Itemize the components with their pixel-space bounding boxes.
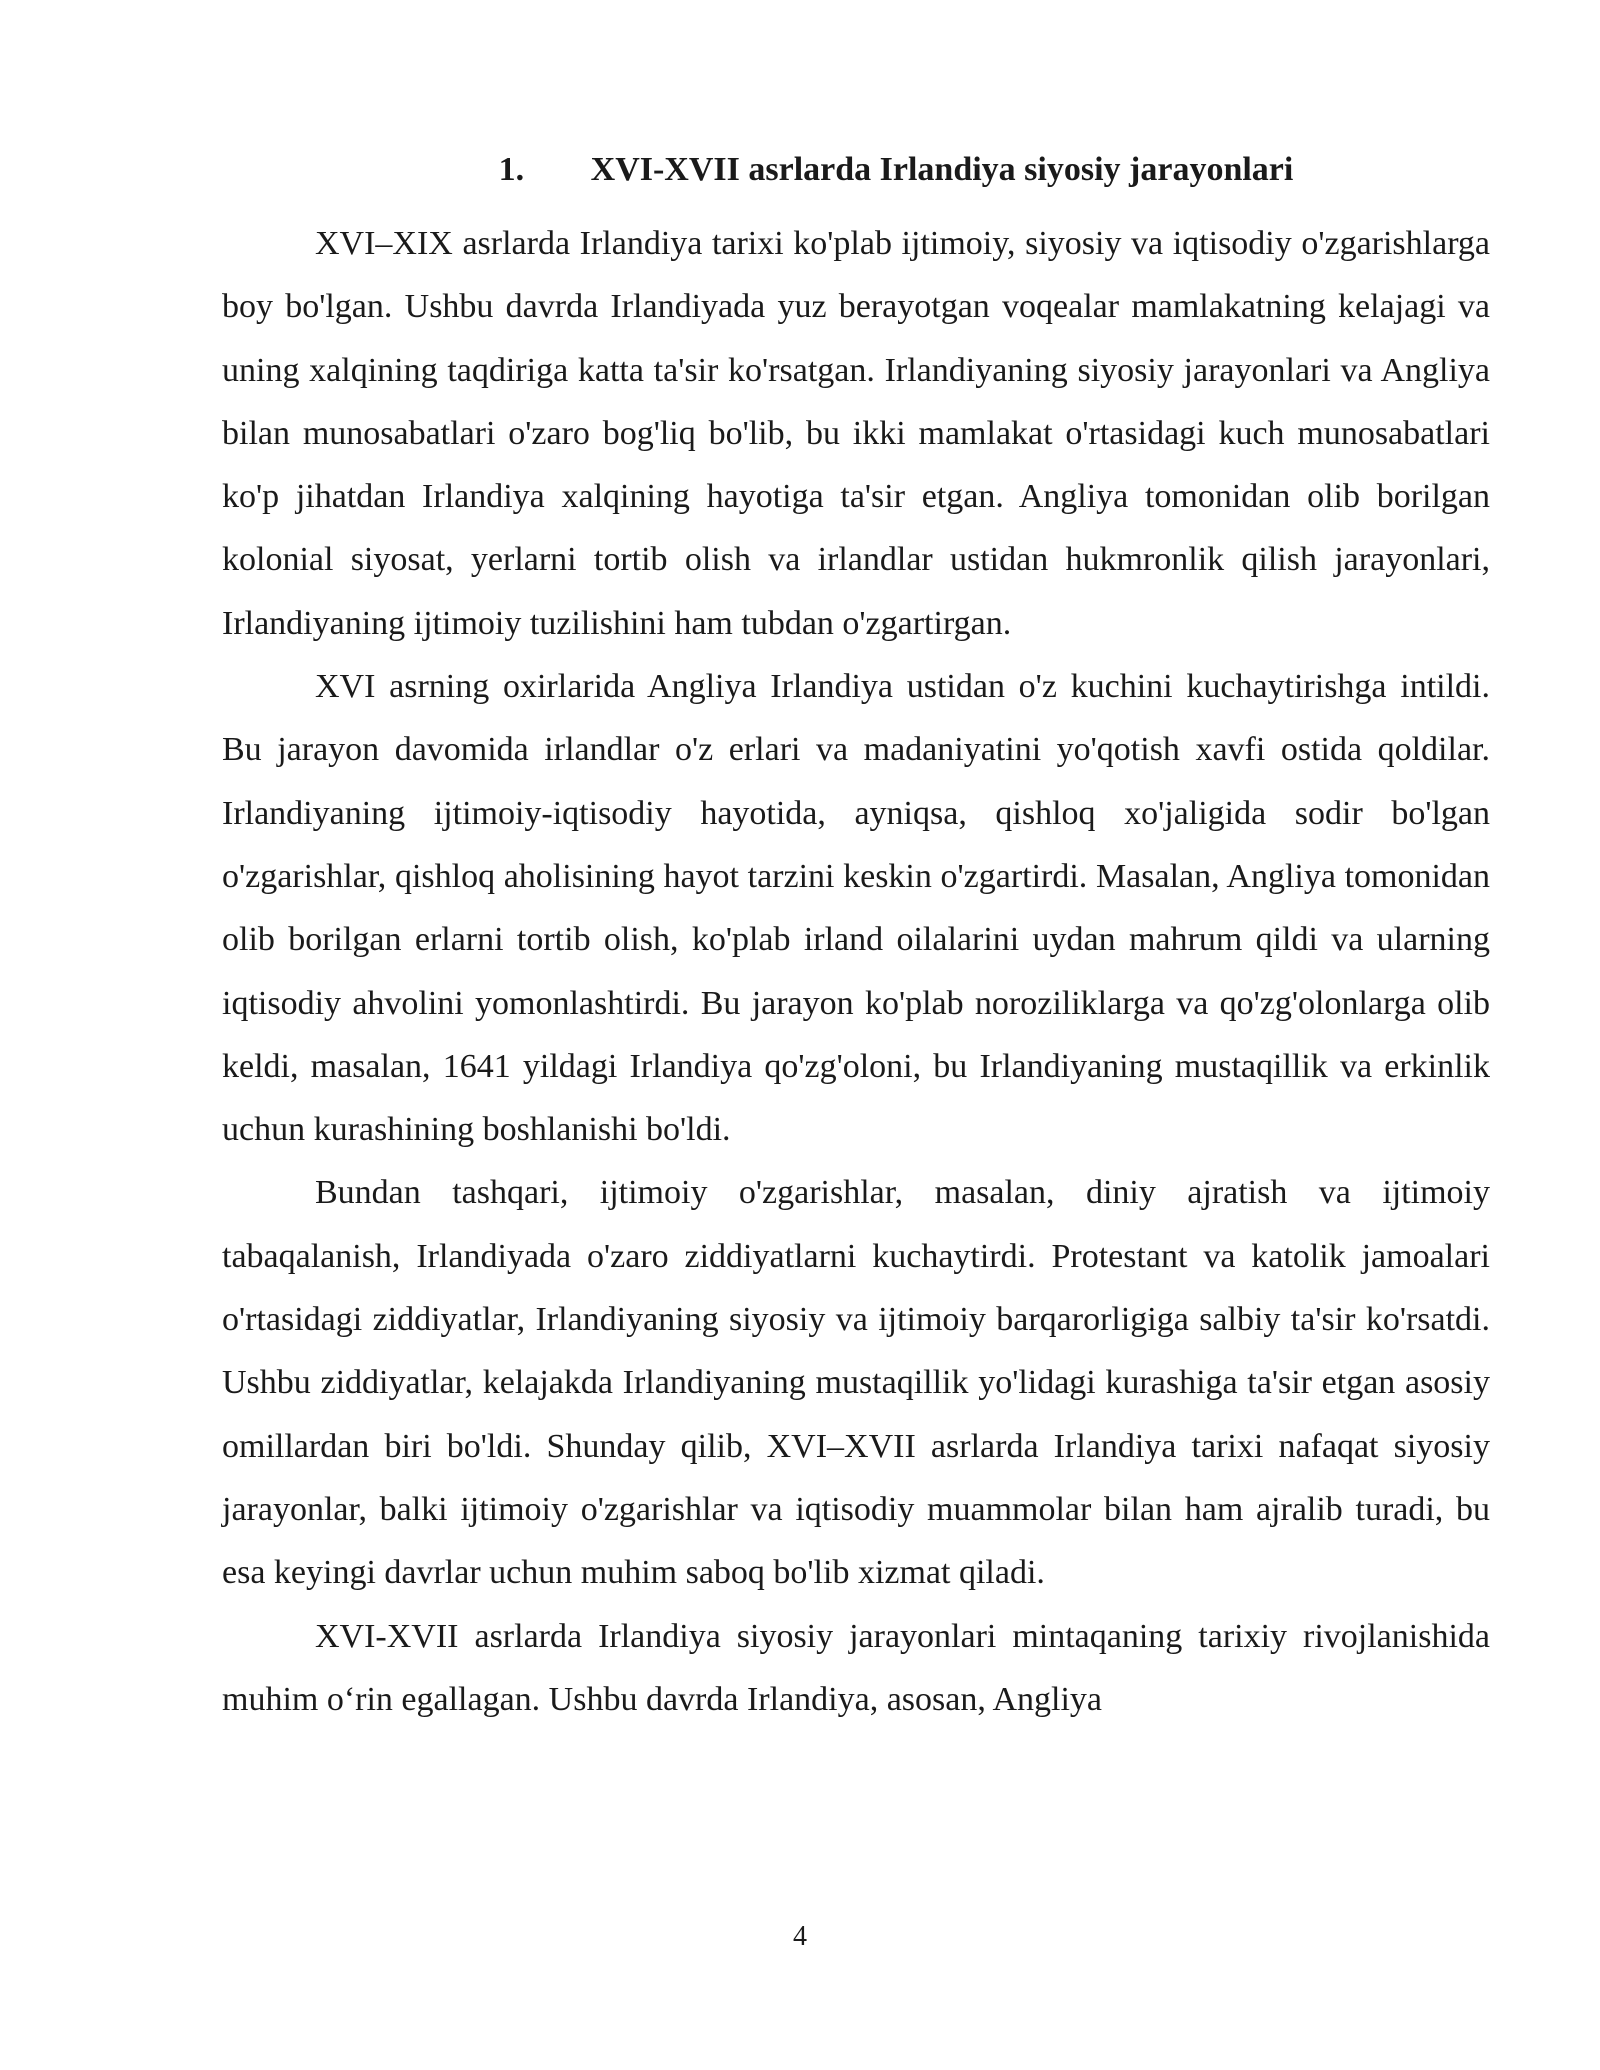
paragraph-4: XVI-XVII asrlarda Irlandiya siyosiy jarayonlari mintaqaning tarixiy rivojlanishida muhim o‘rin egallagan. Ushbu davrda Irlandiya, asosan, Angliya: [222, 1617, 1490, 1718]
paragraph-2: XVI asrning oxirlarida Angliya Irlandiya ustidan o'z kuchini kuchaytirishga intildi. Bu jarayon davomida irlandlar o'z erlari va madaniyatini yo'qotish xavfi ostida qoldilar. Irlandiyaning ijtimoiy-iqtisodiy hayotida, ayniqsa, qishloq xo'jaligida sodir bo'lgan o'zgarishlar, qishloq aholisining hayot tarzini keskin o'zgartirdi. Masalan, Angliya tomonidan olib borilgan erlarni tortib olish, ko'plab irland oilalarini uydan mahrum qildi va ularning iqtisodiy ahvolini yomonlashtirdi. Bu jarayon ko'plab noroziliklarga va qo'zg'olonlarga olib keldi, masalan, 1641 yildagi Irlandiya qo'zg'oloni, bu Irlandiyaning mustaqillik va erkinlik uchun kurashining boshlanishi bo'ldi.: [222, 668, 1490, 1149]
section-heading: [222, 148, 1490, 192]
document-page: [222, 148, 1490, 1731]
paragraph-3: Bundan tashqari, ijtimoiy o'zgarishlar, masalan, diniy ajratish va ijtimoiy tabaqalanish, Irlandiyada o'zaro ziddiyatlarni kuchaytirdi. Protestant va katolik jamoalari o'rtasidagi ziddiyatlar, Irlandiyaning siyosiy va ijtimoiy barqarorligiga salbiy ta'sir ko'rsatdi. Ushbu ziddiyatlar, kelajakda Irlandiyaning mustaqillik yo'lidagi kurashiga ta'sir etgan asosiy omillardan biri bo'ldi. Shunday qilib, XVI–XVII asrlarda Irlandiya tarixi nafaqat siyosiy jarayonlar, balki ijtimoiy o'zgarishlar va iqtisodiy muammolar bilan ham ajralib turadi, bu esa keyingi davrlar uchun muhim saboq bo'lib xizmat qiladi.: [222, 1174, 1490, 1592]
page-number: 4: [793, 1921, 807, 1952]
section-title: XVI-XVII asrlarda Irlandiya siyosiy jarayonlari: [590, 151, 1294, 188]
section-number: 1.: [498, 151, 525, 188]
paragraph-1: XVI–XIX asrlarda Irlandiya tarixi ko'plab ijtimoiy, siyosiy va iqtisodiy o'zgarishlarga boy bo'lgan. Ushbu davrda Irlandiyada yuz berayotgan voqealar mamlakatning kelajagi va uning xalqining taqdiriga katta ta'sir ko'rsatgan. Irlandiyaning siyosiy jarayonlari va Angliya bilan munosabatlari o'zaro bog'liq bo'lib, bu ikki mamlakat o'rtasidagi kuch munosabatlari ko'p jihatdan Irlandiya xalqining hayotiga ta'sir etgan. Angliya tomonidan olib borilgan kolonial siyosat, yerlarni tortib olish va irlandlar ustidan hukmronlik qilish jarayonlari, Irlandiyaning ijtimoiy tuzilishini ham tubdan o'zgartirgan.: [222, 225, 1490, 642]
